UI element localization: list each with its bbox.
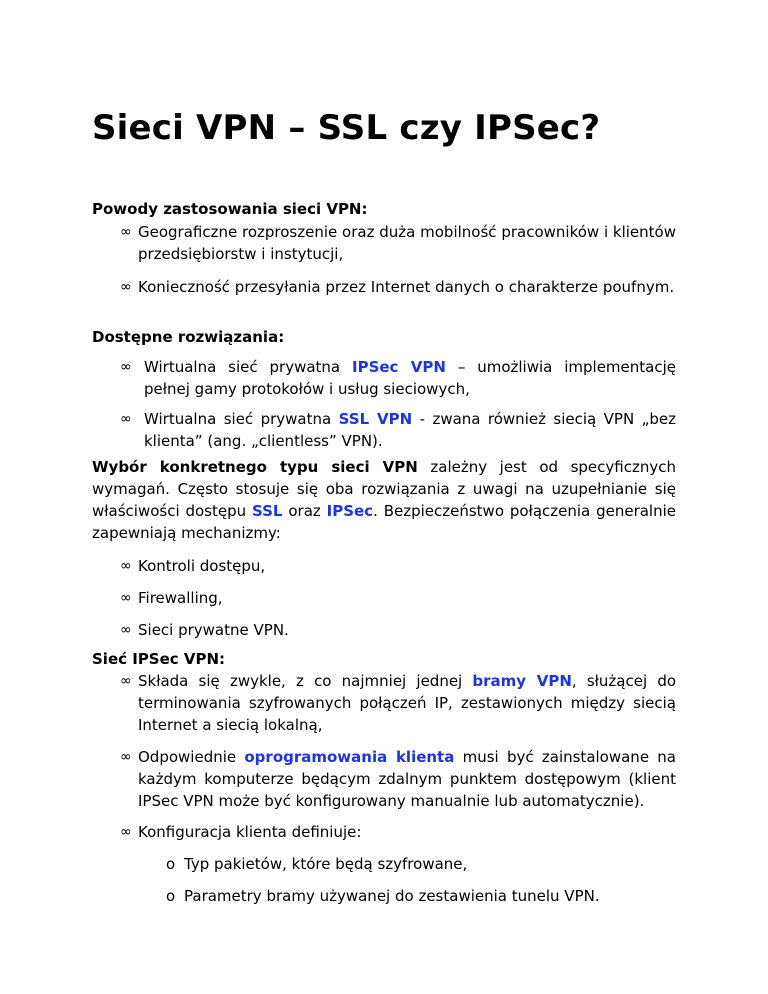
keyword-ssl: SSL — [252, 502, 283, 520]
infinity-bullet-icon: ∞ — [120, 622, 132, 638]
infinity-bullet-icon: ∞ — [120, 411, 132, 427]
infinity-bullet-icon: ∞ — [120, 558, 132, 574]
keyword-ipsec: IPSec — [326, 502, 374, 520]
keyword-ipsec-vpn: IPSec VPN — [352, 358, 446, 376]
circle-bullet-icon: o — [166, 855, 176, 873]
infinity-bullet-icon: ∞ — [120, 749, 132, 765]
infinity-bullet-icon: ∞ — [120, 279, 132, 295]
infinity-bullet-icon: ∞ — [120, 824, 132, 840]
list-item: Kontroli dostępu, — [138, 557, 266, 575]
keyword-ssl-vpn: SSL VPN — [338, 410, 413, 428]
page-title: Sieci VPN – SSL czy IPSec? — [92, 108, 601, 148]
keyword-client-software: oprogramowania klienta — [244, 748, 455, 766]
list-item: Wirtualna sieć prywatna SSL VPN - zwana również siecią VPN „bez klienta” (ang. „clientless” VPN). — [144, 410, 676, 450]
list-item: Firewalling, — [138, 589, 223, 607]
paragraph-choice: Wybór konkretnego typu sieci VPN zależny jest od specyficznych wymagań. Często stosuje się oba rozwiązania z uwagi na uzupełnianie się właściwości dostępu SSL oraz IPSec. Bezpieczeństwo połączenia generalnie zapewniają mechanizmy: — [92, 458, 676, 542]
sub-list-item: Typ pakietów, które będą szyfrowane, — [184, 855, 468, 873]
list-item: Geograficzne rozproszenie oraz duża mobilność pracowników i klientów przedsiębiorstw i instytucji, — [138, 223, 676, 263]
section-heading-reasons: Powody zastosowania sieci VPN: — [92, 200, 368, 218]
list-item: Wirtualna sieć prywatna IPSec VPN – umożliwia implementację pełnej gamy protokołów i usług sieciowych, — [144, 358, 676, 398]
list-item: Konfiguracja klienta definiuje: — [138, 823, 362, 841]
sub-list-item: Parametry bramy używanej do zestawienia tunelu VPN. — [184, 887, 600, 905]
infinity-bullet-icon: ∞ — [120, 590, 132, 606]
keyword-vpn-gateway: bramy VPN — [472, 672, 572, 690]
infinity-bullet-icon: ∞ — [120, 224, 132, 240]
list-item: Konieczność przesyłania przez Internet danych o charakterze poufnym. — [138, 278, 675, 296]
list-item: Odpowiednie oprogramowania klienta musi być zainstalowane na każdym komputerze będącym zdalnym punktem dostępowym (klient IPSec VPN może być konfigurowany manualnie lub automatycznie). — [138, 748, 677, 810]
section-heading-ipsec-vpn: Sieć IPSec VPN: — [92, 650, 226, 668]
infinity-bullet-icon: ∞ — [120, 359, 132, 375]
section-heading-solutions: Dostępne rozwiązania: — [92, 328, 285, 346]
circle-bullet-icon: o — [166, 887, 176, 905]
list-item: Składa się zwykle, z co najmniej jednej bramy VPN, służącej do terminowania szyfrowanych połączeń IP, zestawionych między siecią Internet a siecią lokalną, — [138, 672, 677, 734]
infinity-bullet-icon: ∞ — [120, 673, 132, 689]
list-item: Sieci prywatne VPN. — [138, 621, 289, 639]
